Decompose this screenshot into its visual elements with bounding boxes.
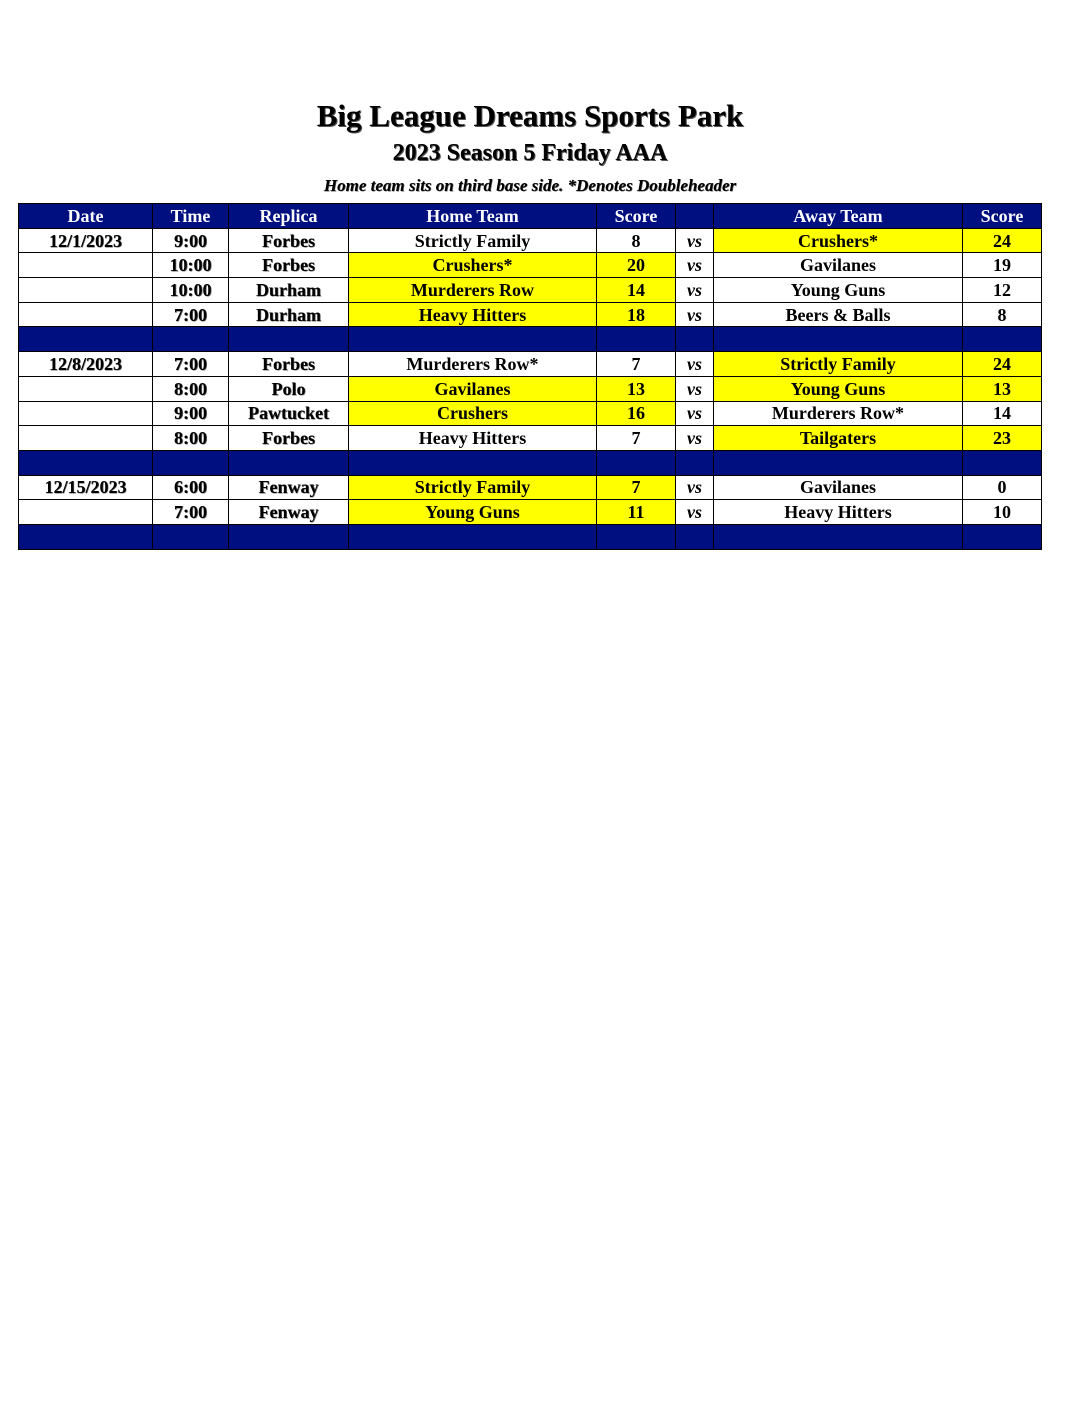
vs-cell: vs bbox=[676, 401, 714, 426]
away-team-cell: Crushers* bbox=[714, 228, 963, 253]
time-cell: 8:00 bbox=[153, 376, 229, 401]
column-header-vs bbox=[676, 204, 714, 229]
column-header-away-score: Score bbox=[963, 204, 1042, 229]
divider-cell bbox=[714, 327, 963, 352]
away-team-cell: Tailgaters bbox=[714, 426, 963, 451]
divider-cell bbox=[349, 524, 597, 549]
column-header-away-team: Away Team bbox=[714, 204, 963, 229]
away-team-cell: Gavilanes bbox=[714, 253, 963, 278]
time-cell: 10:00 bbox=[153, 253, 229, 278]
date-cell bbox=[19, 376, 153, 401]
divider-cell bbox=[153, 327, 229, 352]
vs-cell: vs bbox=[676, 352, 714, 377]
divider-cell bbox=[963, 327, 1042, 352]
divider-cell bbox=[349, 327, 597, 352]
home-team-cell: Strictly Family bbox=[349, 228, 597, 253]
time-cell: 8:00 bbox=[153, 426, 229, 451]
divider-cell bbox=[714, 524, 963, 549]
table-row bbox=[19, 352, 1042, 377]
time-cell: 6:00 bbox=[153, 475, 229, 500]
page-title: Big League Dreams Sports Park bbox=[316, 98, 744, 133]
time-cell: 10:00 bbox=[153, 278, 229, 303]
table-row bbox=[19, 401, 1042, 426]
table-row bbox=[19, 228, 1042, 253]
date-cell bbox=[19, 278, 153, 303]
vs-cell: vs bbox=[676, 475, 714, 500]
home-team-cell: Crushers* bbox=[349, 253, 597, 278]
column-header-home-team: Home Team bbox=[349, 204, 597, 229]
date-cell bbox=[19, 500, 153, 525]
home-score-cell: 18 bbox=[597, 302, 676, 327]
home-score-cell: 11 bbox=[597, 500, 676, 525]
home-score-cell: 8 bbox=[597, 228, 676, 253]
vs-cell: vs bbox=[676, 253, 714, 278]
page-subtitle: 2023 Season 5 Friday AAA bbox=[392, 140, 668, 166]
home-score-cell: 7 bbox=[597, 426, 676, 451]
replica-field-cell: Forbes bbox=[229, 253, 349, 278]
away-team-cell: Strictly Family bbox=[714, 352, 963, 377]
divider-cell bbox=[714, 450, 963, 475]
schedule-body bbox=[19, 228, 1042, 549]
away-score-cell: 14 bbox=[963, 401, 1042, 426]
divider-cell bbox=[19, 450, 153, 475]
time-cell: 9:00 bbox=[153, 228, 229, 253]
replica-field-cell: Durham bbox=[229, 278, 349, 303]
vs-cell: vs bbox=[676, 228, 714, 253]
divider-cell bbox=[19, 524, 153, 549]
date-cell: 12/8/2023 bbox=[19, 352, 153, 377]
schedule-note: Home team sits on third base side. *Denotes Doubleheader bbox=[323, 176, 737, 195]
away-score-cell: 12 bbox=[963, 278, 1042, 303]
table-row bbox=[19, 253, 1042, 278]
table-row bbox=[19, 500, 1042, 525]
home-team-cell: Murderers Row bbox=[349, 278, 597, 303]
divider-cell bbox=[597, 327, 676, 352]
date-cell bbox=[19, 302, 153, 327]
away-score-cell: 24 bbox=[963, 228, 1042, 253]
home-score-cell: 14 bbox=[597, 278, 676, 303]
replica-field-cell: Forbes bbox=[229, 426, 349, 451]
home-score-cell: 7 bbox=[597, 475, 676, 500]
away-team-cell: Young Guns bbox=[714, 278, 963, 303]
date-cell bbox=[19, 401, 153, 426]
time-cell: 7:00 bbox=[153, 352, 229, 377]
away-team-cell: Murderers Row* bbox=[714, 401, 963, 426]
time-cell: 9:00 bbox=[153, 401, 229, 426]
away-score-cell: 13 bbox=[963, 376, 1042, 401]
table-row bbox=[19, 426, 1042, 451]
home-score-cell: 20 bbox=[597, 253, 676, 278]
away-team-cell: Young Guns bbox=[714, 376, 963, 401]
divider-cell bbox=[19, 327, 153, 352]
table-row bbox=[19, 475, 1042, 500]
date-cell bbox=[19, 253, 153, 278]
divider-cell bbox=[963, 450, 1042, 475]
replica-field-cell: Durham bbox=[229, 302, 349, 327]
vs-cell: vs bbox=[676, 426, 714, 451]
column-header-date: Date bbox=[19, 204, 153, 229]
home-team-cell: Heavy Hitters bbox=[349, 302, 597, 327]
divider-cell bbox=[676, 450, 714, 475]
home-team-cell: Gavilanes bbox=[349, 376, 597, 401]
home-score-cell: 16 bbox=[597, 401, 676, 426]
divider-cell bbox=[963, 524, 1042, 549]
away-score-cell: 10 bbox=[963, 500, 1042, 525]
time-cell: 7:00 bbox=[153, 302, 229, 327]
column-header-home-score: Score bbox=[597, 204, 676, 229]
divider-cell bbox=[229, 524, 349, 549]
divider-cell bbox=[597, 450, 676, 475]
vs-cell: vs bbox=[676, 278, 714, 303]
vs-cell: vs bbox=[676, 500, 714, 525]
divider-cell bbox=[597, 524, 676, 549]
divider-cell bbox=[229, 327, 349, 352]
away-score-cell: 19 bbox=[963, 253, 1042, 278]
table-row bbox=[19, 278, 1042, 303]
table-header-row bbox=[19, 204, 1042, 229]
replica-field-cell: Polo bbox=[229, 376, 349, 401]
date-cell: 12/1/2023 bbox=[19, 228, 153, 253]
away-score-cell: 24 bbox=[963, 352, 1042, 377]
divider-cell bbox=[676, 524, 714, 549]
home-team-cell: Murderers Row* bbox=[349, 352, 597, 377]
time-cell: 7:00 bbox=[153, 500, 229, 525]
column-header-time: Time bbox=[153, 204, 229, 229]
replica-field-cell: Forbes bbox=[229, 228, 349, 253]
divider-row bbox=[19, 524, 1042, 549]
divider-row bbox=[19, 327, 1042, 352]
vs-cell: vs bbox=[676, 302, 714, 327]
replica-field-cell: Pawtucket bbox=[229, 401, 349, 426]
home-score-cell: 13 bbox=[597, 376, 676, 401]
vs-cell: vs bbox=[676, 376, 714, 401]
home-team-cell: Strictly Family bbox=[349, 475, 597, 500]
divider-cell bbox=[229, 450, 349, 475]
home-score-cell: 7 bbox=[597, 352, 676, 377]
replica-field-cell: Fenway bbox=[229, 475, 349, 500]
date-cell: 12/15/2023 bbox=[19, 475, 153, 500]
divider-cell bbox=[153, 524, 229, 549]
away-score-cell: 8 bbox=[963, 302, 1042, 327]
away-team-cell: Beers & Balls bbox=[714, 302, 963, 327]
divider-cell bbox=[153, 450, 229, 475]
table-row bbox=[19, 376, 1042, 401]
divider-cell bbox=[676, 327, 714, 352]
column-header-replica: Replica bbox=[229, 204, 349, 229]
schedule-table bbox=[18, 203, 1042, 550]
date-cell bbox=[19, 426, 153, 451]
home-team-cell: Heavy Hitters bbox=[349, 426, 597, 451]
away-score-cell: 23 bbox=[963, 426, 1042, 451]
table-row bbox=[19, 302, 1042, 327]
replica-field-cell: Fenway bbox=[229, 500, 349, 525]
home-team-cell: Young Guns bbox=[349, 500, 597, 525]
divider-cell bbox=[349, 450, 597, 475]
away-score-cell: 0 bbox=[963, 475, 1042, 500]
home-team-cell: Crushers bbox=[349, 401, 597, 426]
away-team-cell: Heavy Hitters bbox=[714, 500, 963, 525]
away-team-cell: Gavilanes bbox=[714, 475, 963, 500]
replica-field-cell: Forbes bbox=[229, 352, 349, 377]
divider-row bbox=[19, 450, 1042, 475]
